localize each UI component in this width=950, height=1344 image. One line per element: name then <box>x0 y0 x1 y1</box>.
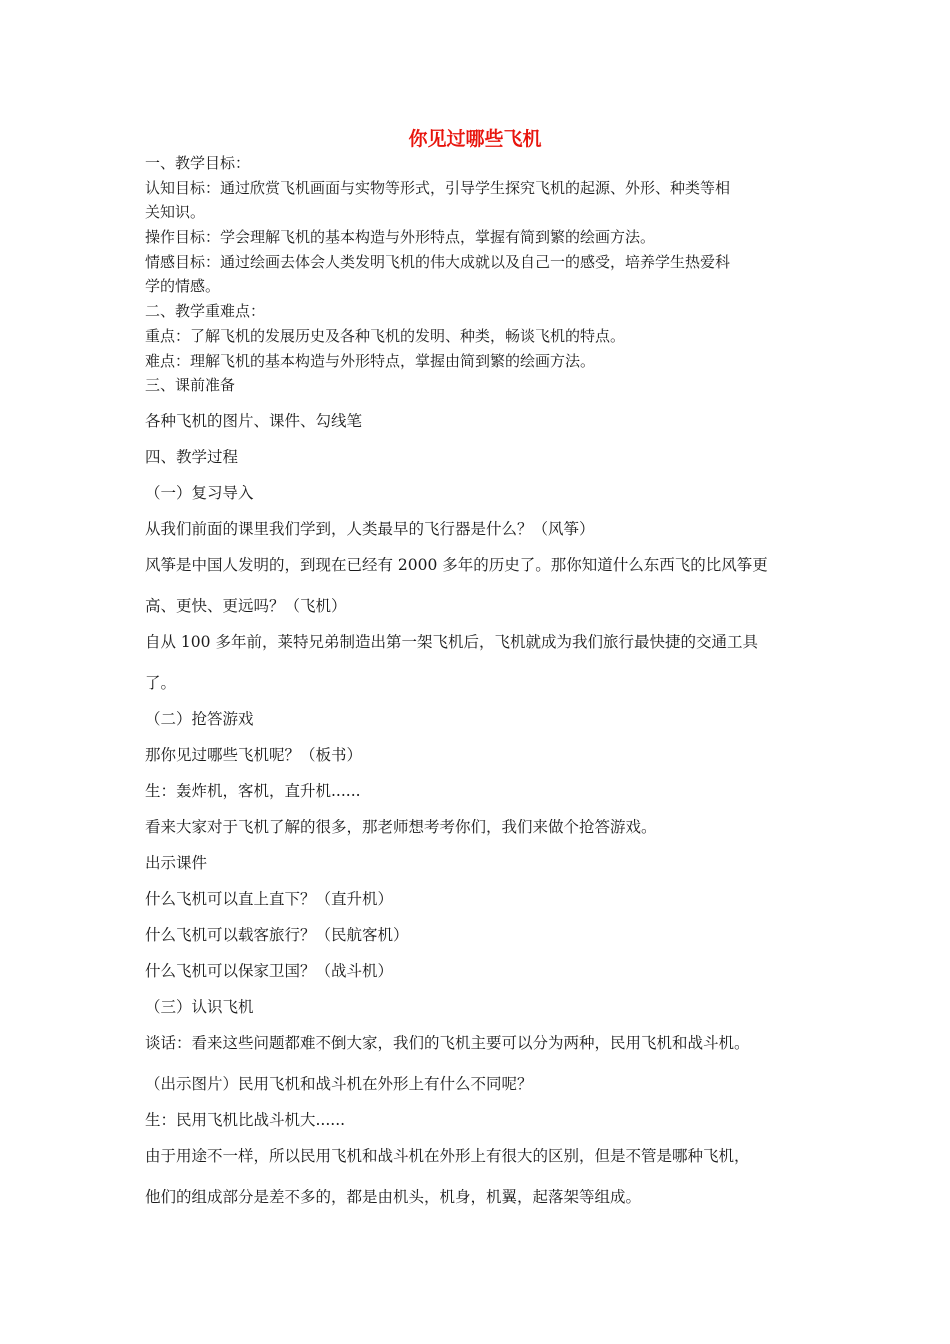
paragraph-line: 学的情感。 <box>145 277 221 295</box>
paragraph-line: 由于用途不一样，所以民用飞机和战斗机在外形上有很大的区别，但是不管是哪种飞机， <box>145 1147 750 1165</box>
paragraph-line: 认知目标：通过欣赏飞机画面与实物等形式，引导学生探究飞机的起源、外形、种类等相 <box>145 179 731 197</box>
section-heading-preparation: 三、课前准备 <box>145 376 236 394</box>
paragraph-line: 什么飞机可以直上直下？（直升机） <box>145 890 394 908</box>
paragraph-line: 重点：了解飞机的发展历史及各种飞机的发明、种类，畅谈飞机的特点。 <box>145 327 626 345</box>
paragraph-line: （出示图片）民用飞机和战斗机在外形上有什么不同呢？ <box>145 1075 533 1093</box>
paragraph-line: 生：民用飞机比战斗机大...... <box>145 1111 346 1129</box>
subsection-heading: （一）复习导入 <box>145 484 254 502</box>
paragraph-line: 那你见过哪些飞机呢？（板书） <box>145 746 363 764</box>
section-heading-process: 四、教学过程 <box>145 448 239 466</box>
paragraph-line: 关知识。 <box>145 203 206 221</box>
paragraph-line: 出示课件 <box>145 854 208 872</box>
paragraph-line: 从我们前面的课里我们学到，人类最早的飞行器是什么？（风筝） <box>145 520 595 538</box>
section-heading-goals: 一、教学目标： <box>145 154 251 172</box>
paragraph-line: 了。 <box>145 674 177 692</box>
paragraph-line: 难点：理解飞机的基本构造与外形特点，掌握由简到繁的绘画方法。 <box>145 352 596 370</box>
paragraph-line: 看来大家对于飞机了解的很多，那老师想考考你们，我们来做个抢答游戏。 <box>145 818 657 836</box>
section-heading-key-points: 二、教学重难点： <box>145 302 266 320</box>
paragraph-line: 高、更快、更远吗？（飞机） <box>145 597 347 615</box>
paragraph-line: 各种飞机的图片、课件、勾线笔 <box>145 412 363 430</box>
paragraph-line: 什么飞机可以保家卫国？（战斗机） <box>145 962 394 980</box>
document-title: 你见过哪些飞机 <box>408 128 542 150</box>
paragraph-line: 他们的组成部分是差不多的，都是由机头，机身，机翼，起落架等组成。 <box>145 1188 642 1206</box>
paragraph-line: 什么飞机可以载客旅行？（民航客机） <box>145 926 409 944</box>
paragraph-line: 自从 100 多年前，莱特兄弟制造出第一架飞机后，飞机就成为我们旅行最快捷的交通工具 <box>145 633 758 651</box>
paragraph-line: 情感目标：通过绘画去体会人类发明飞机的伟大成就以及自己一的感受，培养学生热爱科 <box>145 253 731 271</box>
paragraph-line: 操作目标：学会理解飞机的基本构造与外形特点，掌握有简到繁的绘画方法。 <box>145 228 656 246</box>
subsection-heading: （二）抢答游戏 <box>145 710 254 728</box>
paragraph-line: 谈话：看来这些问题都难不倒大家，我们的飞机主要可以分为两种，民用飞机和战斗机。 <box>145 1034 750 1052</box>
paragraph-line: 生：轰炸机，客机，直升机...... <box>145 782 361 800</box>
subsection-heading: （三）认识飞机 <box>145 998 254 1016</box>
paragraph-line: 风筝是中国人发明的，到现在已经有 2000 多年的历史了。那你知道什么东西飞的比风筝更 <box>145 556 768 574</box>
